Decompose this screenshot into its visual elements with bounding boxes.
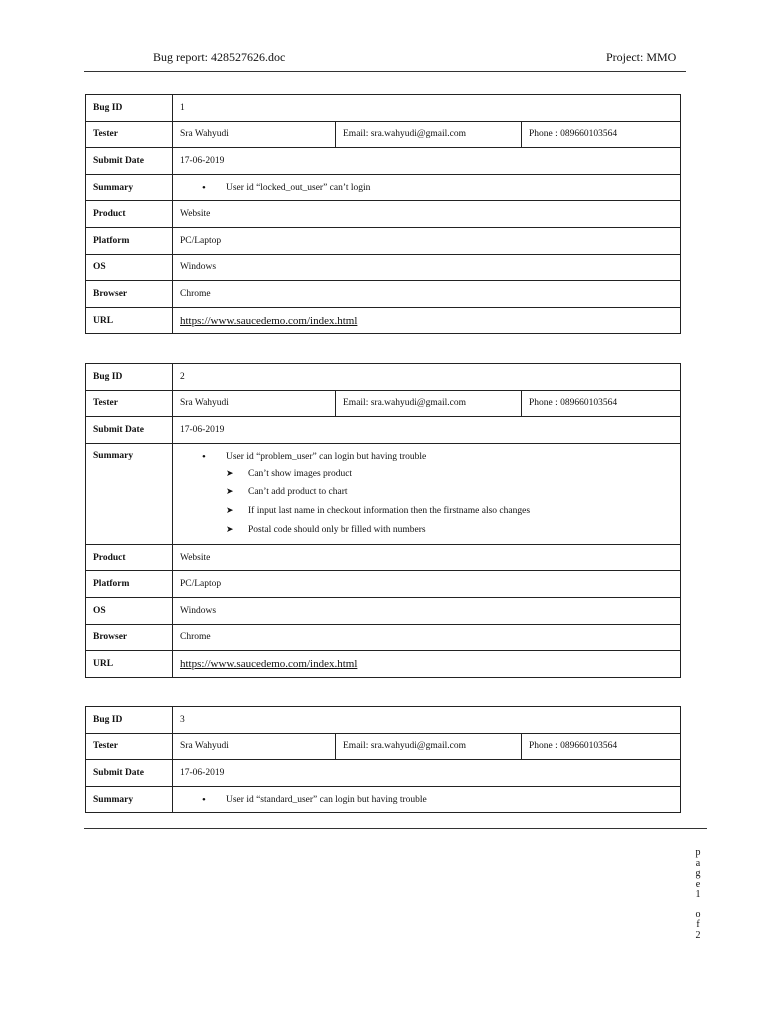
page-indicator (693, 848, 703, 941)
summary-label: Summary (86, 786, 173, 813)
url-link[interactable]: https://www.saucedemo.com/index.html (180, 314, 358, 327)
tester-label: Tester (86, 390, 173, 417)
url-link[interactable]: https://www.saucedemo.com/index.html (180, 657, 358, 670)
submit-date-value: 17-06-2019 (173, 760, 681, 787)
submit-date-value: 17-06-2019 (173, 417, 681, 444)
submit-date-label: Submit Date (86, 760, 173, 787)
tester-value: Sra Wahyudi (173, 390, 336, 417)
bug-id-value: 2 (173, 364, 681, 391)
summary-value (173, 443, 681, 544)
summary-value (173, 174, 681, 201)
platform-value: PC/Laptop (173, 571, 681, 598)
table-row (86, 307, 681, 334)
page-number: 1 (695, 889, 701, 900)
page-indicator-letter: e (695, 878, 701, 890)
summary-bullet: • User id “standard_user” can login but having trouble (202, 794, 673, 806)
document-filename: Bug report: 428527626.doc (153, 50, 286, 64)
table-row (86, 544, 681, 571)
page-total: 2 (695, 929, 701, 941)
page-indicator-letter: f (696, 919, 700, 930)
project-name: Project: MMO (606, 50, 677, 64)
email-value: Email: sra.wahyudi@gmail.com (336, 390, 522, 417)
bug-report-table-1 (85, 94, 681, 334)
table-row (86, 281, 681, 308)
submit-date-label: Submit Date (86, 148, 173, 175)
table-row (86, 254, 681, 281)
list-item: ➤ Can’t add product to chart (226, 486, 673, 498)
url-cell (173, 651, 681, 678)
summary-label: Summary (86, 443, 173, 544)
summary-bullet: • User id “locked_out_user” can’t login (202, 182, 673, 194)
bug-report-table-3 (85, 706, 681, 813)
list-item: ➤ Postal code should only br filled with numbers (226, 524, 673, 536)
list-item: ➤ If input last name in checkout information then the firstname also changes (226, 505, 673, 517)
summary-detail-list (226, 468, 673, 536)
os-label: OS (86, 597, 173, 624)
platform-value: PC/Laptop (173, 227, 681, 254)
product-value: Website (173, 544, 681, 571)
page-indicator-letter: o (695, 908, 701, 920)
bug-id-label: Bug ID (86, 95, 173, 122)
browser-label: Browser (86, 624, 173, 651)
os-label: OS (86, 254, 173, 281)
table-row (86, 417, 681, 444)
page-word-letters (693, 848, 703, 890)
os-value: Windows (173, 254, 681, 281)
tester-label: Tester (86, 121, 173, 148)
url-cell (173, 307, 681, 334)
table-row (86, 733, 681, 760)
of-word-letters (693, 910, 703, 931)
table-row (86, 707, 681, 734)
os-value: Windows (173, 597, 681, 624)
phone-value: Phone : 089660103564 (522, 390, 681, 417)
summary-value (173, 786, 681, 813)
summary-text: User id “problem_user” can login but having trouble (226, 451, 427, 462)
table-row (86, 121, 681, 148)
table-row (86, 597, 681, 624)
table-row (86, 390, 681, 417)
bug-id-value: 1 (173, 95, 681, 122)
browser-label: Browser (86, 281, 173, 308)
browser-value: Chrome (173, 281, 681, 308)
url-label: URL (86, 307, 173, 334)
table-row (86, 443, 681, 544)
submit-date-value: 17-06-2019 (173, 148, 681, 175)
tester-value: Sra Wahyudi (173, 121, 336, 148)
phone-value: Phone : 089660103564 (522, 121, 681, 148)
bug-id-label: Bug ID (86, 707, 173, 734)
tester-label: Tester (86, 733, 173, 760)
phone-value: Phone : 089660103564 (522, 733, 681, 760)
table-row (86, 174, 681, 201)
page-indicator-letter: a (695, 857, 701, 869)
list-item: ➤ Can’t show images product (226, 468, 673, 480)
header-divider (84, 71, 686, 72)
email-value: Email: sra.wahyudi@gmail.com (336, 121, 522, 148)
table-row (86, 760, 681, 787)
table-row (86, 95, 681, 122)
table-row (86, 148, 681, 175)
page-indicator-letter: p (695, 847, 701, 858)
tester-value: Sra Wahyudi (173, 733, 336, 760)
table-row (86, 571, 681, 598)
table-row (86, 364, 681, 391)
summary-label: Summary (86, 174, 173, 201)
email-value: Email: sra.wahyudi@gmail.com (336, 733, 522, 760)
table-row (86, 624, 681, 651)
table-row (86, 651, 681, 678)
platform-label: Platform (86, 571, 173, 598)
platform-label: Platform (86, 227, 173, 254)
table-row (86, 227, 681, 254)
product-value: Website (173, 201, 681, 228)
bug-report-table-2 (85, 363, 681, 678)
bug-id-label: Bug ID (86, 364, 173, 391)
table-row (86, 786, 681, 813)
browser-value: Chrome (173, 624, 681, 651)
footer-divider (84, 828, 707, 829)
table-row (86, 201, 681, 228)
summary-bullet (202, 451, 673, 536)
submit-date-label: Submit Date (86, 417, 173, 444)
product-label: Product (86, 544, 173, 571)
product-label: Product (86, 201, 173, 228)
url-label: URL (86, 651, 173, 678)
page-indicator-letter: g (695, 868, 701, 879)
bug-id-value: 3 (173, 707, 681, 734)
